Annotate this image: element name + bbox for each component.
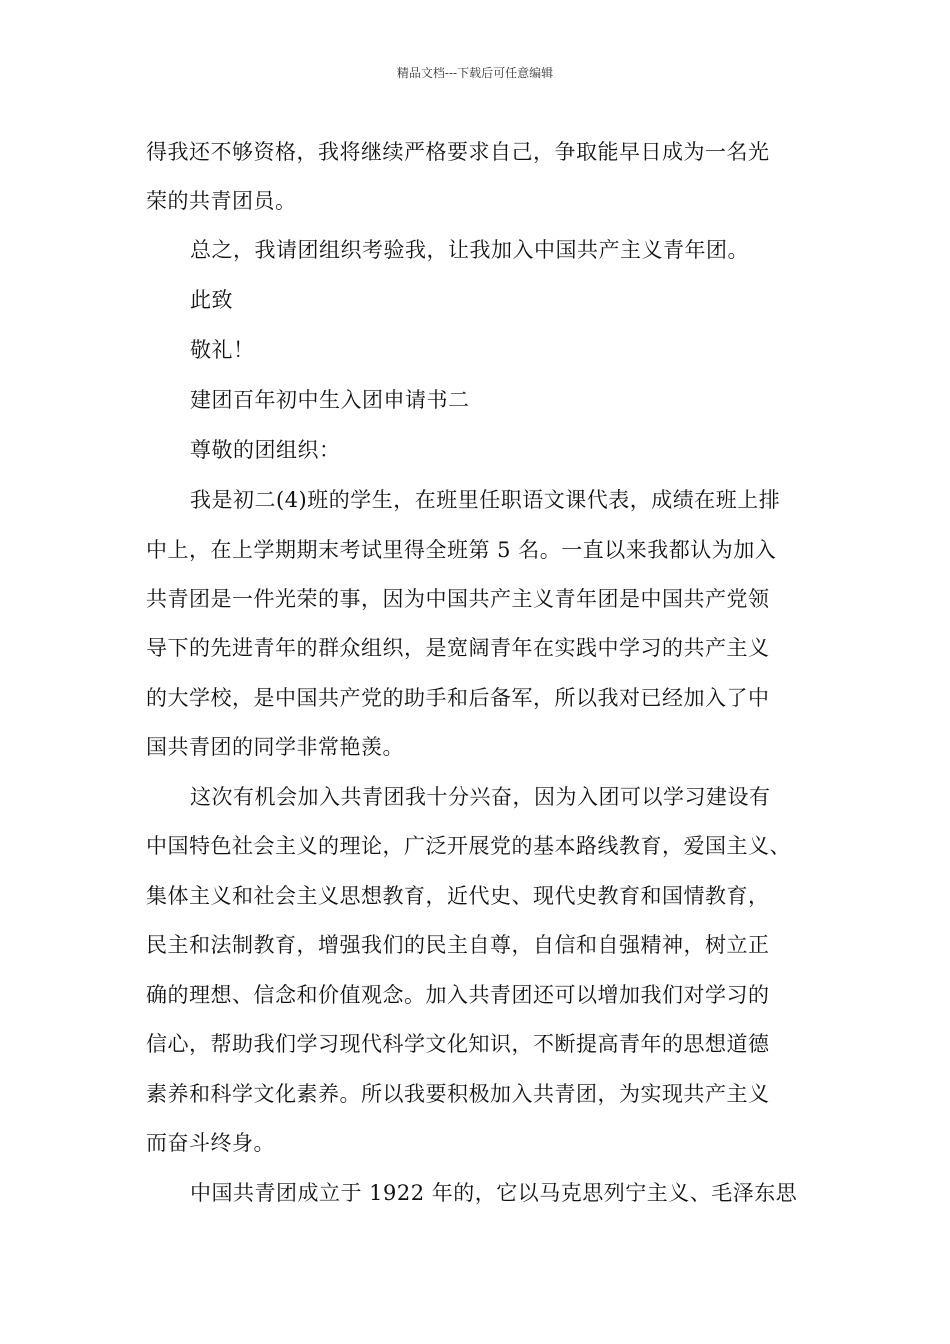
text-line: 导下的先进青年的群众组织，是宽阔青年在实践中学习的共产主义 (146, 636, 770, 660)
text-line: 中上，在上学期期末考试里得全班第 5 名。一直以来我都认为加入 (146, 538, 777, 562)
text-line: 的大学校，是中国共产党的助手和后备军，所以我对已经加入了中 (146, 686, 770, 710)
text-line: 而奋斗终身。 (146, 1131, 275, 1155)
text-line: 此致 (190, 288, 233, 312)
text-line: 得我还不够资格，我将继续严格要求自己，争取能早日成为一名光 (146, 140, 770, 164)
text-line: 中国共青团成立于 1922 年的，它以马克思列宁主义、毛泽东思 (190, 1181, 798, 1205)
text-line: 集体主义和社会主义思想教育，近代史、现代史教育和国情教育， (146, 884, 770, 908)
text-line: 敬礼！ (190, 338, 255, 362)
text-line: 民主和法制教育，增强我们的民主自尊，自信和自强精神，树立正 (146, 933, 770, 957)
text-line: 中国特色社会主义的理论，广泛开展党的基本路线教育，爱国主义、 (146, 834, 791, 858)
text-line: 国共青团的同学非常艳羡。 (146, 735, 404, 759)
text-line: 共青团是一件光荣的事，因为中国共产主义青年团是中国共产党领 (146, 587, 770, 611)
section-title: 建团百年初中生入团申请书二 (190, 388, 470, 412)
text-line: 这次有机会加入共青团我十分兴奋，因为入团可以学习建设有 (190, 785, 771, 809)
text-line: 确的理想、信念和价值观念。加入共青团还可以增加我们对学习的 (146, 983, 770, 1007)
text-line: 我是初二(4)班的学生，在班里任职语文课代表，成绩在班上排 (190, 488, 781, 512)
page-header: 精品文档---下载后可任意编辑 (396, 66, 554, 80)
text-line: 总之，我请团组织考验我，让我加入中国共产主义青年团。 (190, 238, 749, 262)
text-line: 信心，帮助我们学习现代科学文化知识，不断提高青年的思想道德 (146, 1032, 770, 1056)
text-line: 荣的共青团员。 (146, 189, 297, 213)
salutation: 尊敬的团组织： (190, 438, 341, 462)
text-line: 素养和科学文化素养。所以我要积极加入共青团，为实现共产主义 (146, 1082, 770, 1106)
